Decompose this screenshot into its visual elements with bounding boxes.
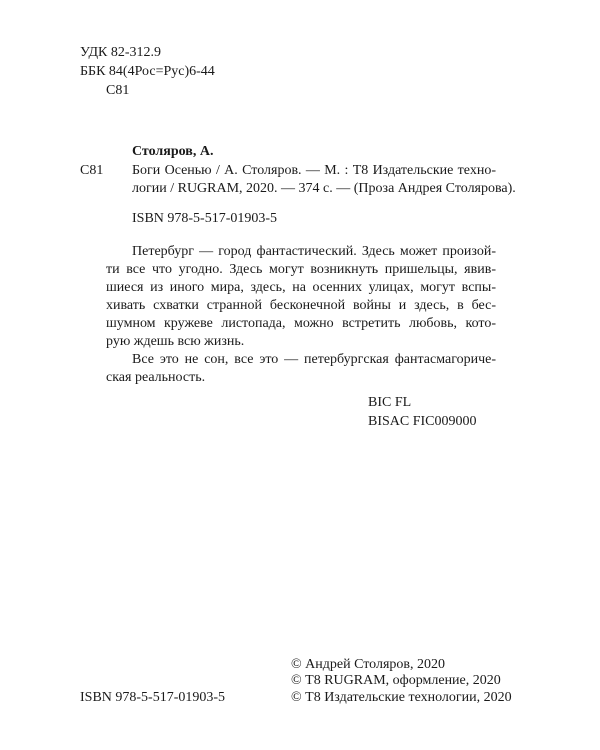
annotation-line: шумном кружеве листопада, можно встретить любовь, кото-	[106, 316, 496, 331]
annotation-line: ская реальность.	[106, 370, 206, 385]
udk-code: УДК 82-312.9	[80, 45, 162, 60]
copyright-line: © Андрей Столяров, 2020	[291, 657, 446, 672]
annotation-line: рую ждешь всю жизнь.	[106, 334, 245, 349]
annotation-line: шиеся из иного мира, здесь, на осенних улицах, могут вспы-	[106, 280, 496, 295]
author-mark: С81	[106, 83, 130, 98]
annotation-paragraph-1	[106, 243, 496, 351]
description-line: Боги Осенью / А. Столяров. — М. : Т8 Издательские техно-	[132, 163, 496, 178]
record-author-mark: С81	[80, 163, 104, 178]
description-line: логии / RUGRAM, 2020. — 374 с. — (Проза Андрея Столярова).	[132, 181, 516, 196]
annotation-line: Петербург — город фантастический. Здесь может произой-	[132, 244, 496, 259]
author-name: Столяров, А.	[132, 144, 214, 159]
bisac-code: BISAC FIC009000	[368, 414, 477, 429]
annotation-line: Все это не сон, все это — петербургская фантасмагориче-	[132, 352, 496, 367]
copyright-line: © Т8 Издательские технологии, 2020	[291, 690, 512, 705]
record-isbn: ISBN 978-5-517-01903-5	[132, 211, 278, 226]
bic-code: BIC FL	[368, 395, 412, 410]
annotation-paragraph-2	[106, 351, 496, 387]
copyright-line: © Т8 RUGRAM, оформление, 2020	[291, 673, 501, 688]
annotation-line: ти все что угодно. Здесь могут возникнуть пришельцы, явив-	[106, 262, 496, 277]
footer-isbn: ISBN 978-5-517-01903-5	[80, 690, 226, 705]
bibliographic-description	[132, 162, 516, 198]
bbk-code: ББК 84(4Рос=Рус)6-44	[80, 64, 215, 79]
annotation-line: хивать схватки странной бесконечной войны и здесь, в бес-	[106, 298, 496, 313]
